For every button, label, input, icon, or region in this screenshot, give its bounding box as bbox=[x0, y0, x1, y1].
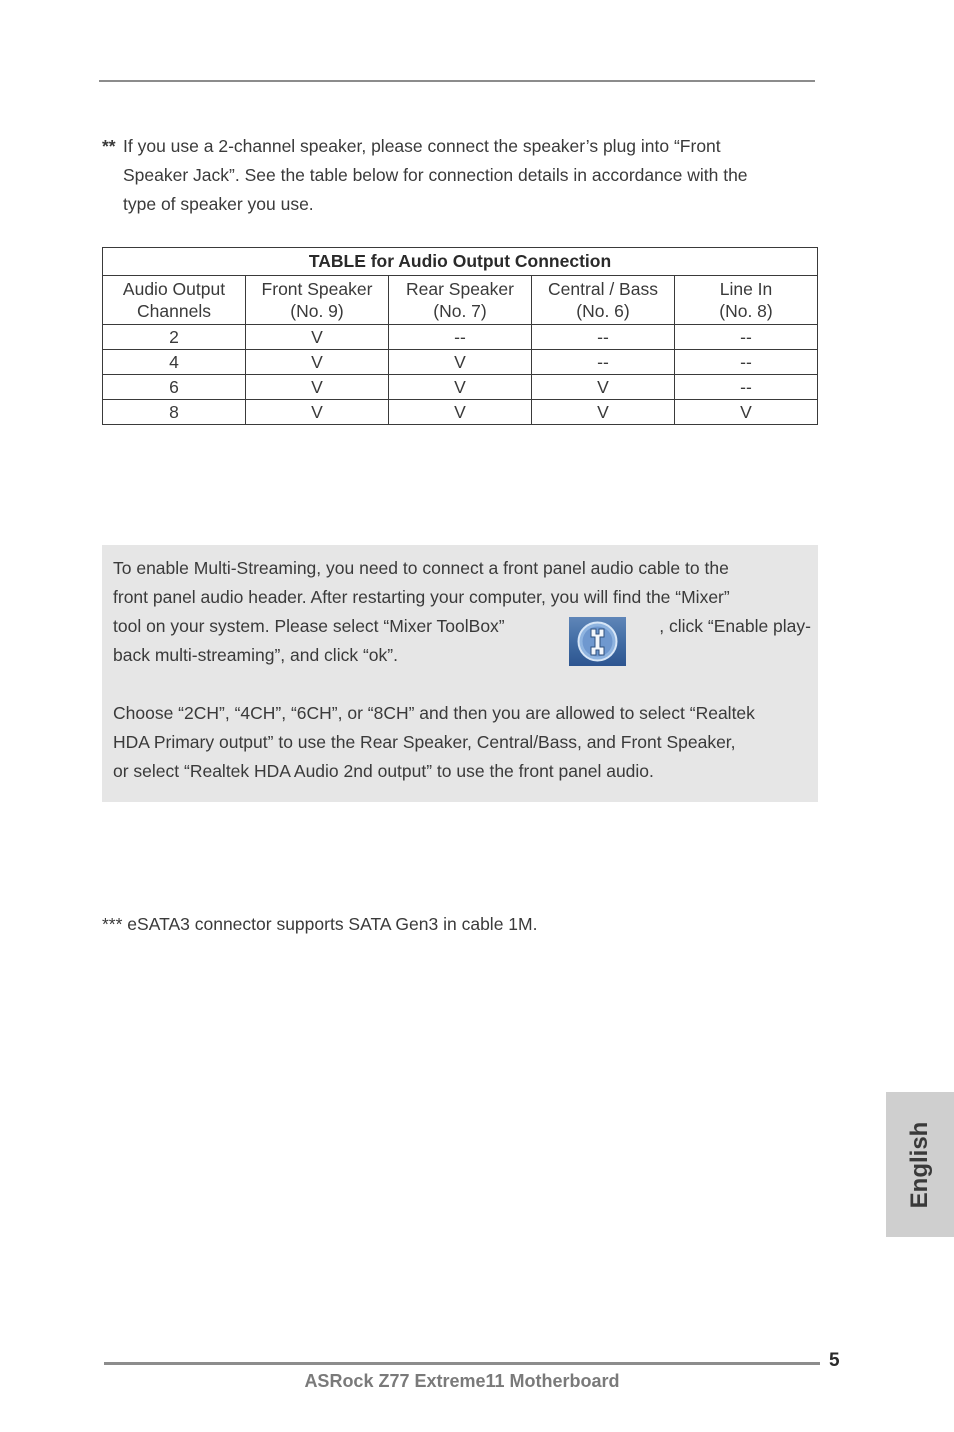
table-row bbox=[103, 400, 818, 425]
column-header: Rear Speaker (No. 7) bbox=[389, 276, 532, 325]
note-line-2: Speaker Jack”. See the table below for connection details in accordance with the bbox=[123, 165, 748, 185]
table-row bbox=[103, 325, 818, 350]
table-cell: V bbox=[532, 400, 675, 425]
table-cell: 8 bbox=[103, 400, 246, 425]
text-fragment: tool on your system. Please select “Mixer ToolBox” bbox=[113, 616, 505, 636]
esata-note: *** eSATA3 connector supports SATA Gen3 in cable 1M. bbox=[102, 914, 538, 934]
table-header-row bbox=[103, 276, 818, 325]
column-header: Line In (No. 8) bbox=[675, 276, 818, 325]
column-header: Audio Output Channels bbox=[103, 276, 246, 325]
table-cell: V bbox=[246, 350, 389, 375]
column-header: Front Speaker (No. 9) bbox=[246, 276, 389, 325]
table-title-row bbox=[103, 248, 818, 276]
table-row bbox=[103, 350, 818, 375]
table-cell: -- bbox=[675, 350, 818, 375]
table-cell: V bbox=[246, 400, 389, 425]
text-line: front panel audio header. After restarting your computer, you will find the “Mixer” bbox=[113, 587, 730, 607]
audio-output-table bbox=[102, 247, 818, 425]
table-cell: 2 bbox=[103, 325, 246, 350]
table-cell: -- bbox=[532, 325, 675, 350]
text-line-with-icon bbox=[113, 612, 811, 641]
multistreaming-paragraph bbox=[113, 554, 811, 670]
table-cell: V bbox=[246, 325, 389, 350]
footer-rule bbox=[104, 1362, 820, 1365]
table-title: TABLE for Audio Output Connection bbox=[103, 248, 818, 276]
text-line: or select “Realtek HDA Audio 2nd output” to use the front panel audio. bbox=[113, 761, 654, 781]
column-header: Central / Bass (No. 6) bbox=[532, 276, 675, 325]
table-cell: 6 bbox=[103, 375, 246, 400]
table-cell: -- bbox=[675, 375, 818, 400]
mixer-toolbox-icon bbox=[569, 617, 626, 666]
note-line-3: type of speaker you use. bbox=[123, 194, 314, 214]
table-cell: V bbox=[532, 375, 675, 400]
table-cell: 4 bbox=[103, 350, 246, 375]
text-line: To enable Multi-Streaming, you need to connect a front panel audio cable to the bbox=[113, 558, 729, 578]
language-tab bbox=[886, 1092, 954, 1237]
table-row bbox=[103, 375, 818, 400]
language-label: English bbox=[906, 1121, 933, 1208]
table-cell: -- bbox=[532, 350, 675, 375]
header-rule bbox=[99, 80, 815, 82]
text-fragment: , click “Enable play- bbox=[659, 616, 811, 636]
note-line-1: If you use a 2-channel speaker, please connect the speaker’s plug into “Front bbox=[123, 136, 721, 156]
text-line: back multi-streaming”, and click “ok”. bbox=[113, 645, 398, 665]
table-cell: V bbox=[246, 375, 389, 400]
text-line: Choose “2CH”, “4CH”, “6CH”, or “8CH” and then you are allowed to select “Realtek bbox=[113, 703, 755, 723]
note-marker: ** bbox=[102, 136, 116, 156]
table-cell: -- bbox=[389, 325, 532, 350]
wrench-icon bbox=[569, 617, 626, 666]
table-cell: V bbox=[389, 350, 532, 375]
channel-selection-paragraph bbox=[113, 699, 811, 786]
page-number: 5 bbox=[829, 1350, 840, 1371]
footer-title: ASRock Z77 Extreme11 Motherboard bbox=[304, 1371, 620, 1391]
speaker-note bbox=[102, 132, 818, 219]
table-cell: V bbox=[389, 400, 532, 425]
table-cell: V bbox=[675, 400, 818, 425]
text-line: HDA Primary output” to use the Rear Speaker, Central/Bass, and Front Speaker, bbox=[113, 732, 736, 752]
multistreaming-info-box bbox=[102, 545, 818, 802]
table-cell: -- bbox=[675, 325, 818, 350]
table-cell: V bbox=[389, 375, 532, 400]
